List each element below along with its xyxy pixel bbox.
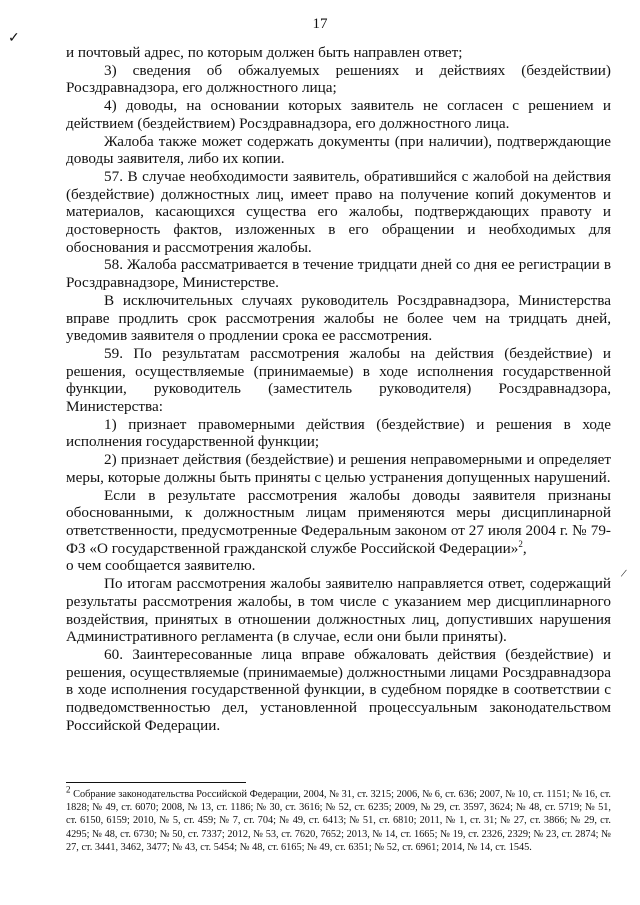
paragraph: 3) сведения об обжалуемых решениях и действиях (бездействии) Росздравнадзора, его должностного лица;	[66, 61, 611, 97]
body-text	[66, 44, 611, 734]
paragraph: 60. Заинтересованные лица вправе обжаловать действия (бездействие) и решения, осуществляемые (принимаемые) должностными лицами Росздравнадзора в ходе исполнения государственной функции, в судебном порядке в соответствии с подведомственностью дел, установленной процессуальным законодательством Российской Федерации.	[66, 645, 611, 734]
paragraph: 57. В случае необходимости заявитель, обратившийся с жалобой на действия (бездействие) должностных лиц, имеет право на получение копий документов и материалов, касающихся существа его жалобы, подтверждающих правоту и достоверность фактов, изложенных в его обращении и необходимых для обоснования и рассмотрения жалобы.	[66, 167, 611, 256]
paragraph: Жалоба также может содержать документы (при наличии), подтверждающие доводы заявителя, либо их копии.	[66, 132, 611, 168]
paragraph: и почтовый адрес, по которым должен быть направлен ответ;	[66, 44, 463, 61]
page-number: 17	[312, 16, 328, 32]
paragraph-text: Если в результате рассмотрения жалобы доводы заявителя признаны обоснованными, к должностным лицам применяются меры дисциплинарной ответственности, предусмотренные Федеральным законом от 27 июля 2004 г. № 79-ФЗ «О государственной гражданской службе Российской Федерации»	[66, 486, 611, 557]
paragraph: о чем сообщается заявителю.	[66, 557, 256, 575]
paragraph: В исключительных случаях руководитель Росздравнадзора, Министерства вправе продлить срок рассмотрения жалобы не более чем на тридцать дней, уведомив заявителя о продлении срока ее рассмотрения.	[66, 291, 611, 345]
paragraph-with-footnote: Если в результате рассмотрения жалобы доводы заявителя признаны обоснованными, к должностным лицам применяются меры дисциплинарной ответственности, предусмотренные Федеральным законом от 27 июля 2004 г. № 79-ФЗ «О государственной гражданской службе Российской Федерации»$^2$,	[66, 486, 611, 557]
margin-mark: /	[619, 565, 628, 581]
paragraph: 4) доводы, на основании которых заявитель не согласен с решением и действием (бездействием) Росздравнадзора, его должностного лица.	[66, 97, 611, 132]
paragraph: По итогам рассмотрения жалобы заявителю направляется ответ, содержащий результаты рассмотрения жалобы, в том числе с указанием мер дисциплинарного воздействия, принятых в отношении должностных лиц, допустивших нарушения Административного регламента (в случае, если они были приняты).	[66, 575, 611, 646]
paragraph: 58. Жалоба рассматривается в течение тридцати дней со дня ее регистрации в Росздравнадзоре, Министерстве.	[66, 256, 611, 292]
footnote-divider	[66, 782, 246, 783]
margin-mark: ✓	[8, 31, 20, 46]
paragraph: 2) признает действия (бездействие) и решения неправомерными и определяет меры, которые должны быть приняты с целью устранения допущенных нарушений.	[66, 451, 611, 486]
paragraph: 1) признает правомерными действия (бездействие) и решения в ходе исполнения государственной функции;	[66, 415, 611, 451]
footnote-reference[interactable]: 2	[518, 538, 523, 549]
footnote-text: Собрание законодательства Российской Федерации, 2004, № 31, ст. 3215; 2006, № 6, ст. 636; 2007, № 10, ст. 1151; № 16, ст. 1828; № 49, ст. 6070; 2008, № 13, ст. 1186; № 30, ст. 3616; № 52, ст. 6235; 2009, № 29, ст. 3597, 3624; № 48, ст. 5719; № 51, ст. 6150, 6159; 2010, № 5, ст. 459; № 7, ст. 704; № 49, ст. 6413; № 51, ст. 6810; 2011, № 1, ст. 31; № 27, ст. 3866; № 29, ст. 4295; № 48, ст. 6730; № 50, ст. 7337; 2012, № 53, ст. 7620, 7652; 2013, № 14, ст. 1665; № 19, ст. 2326, 2329; № 23, ст. 2874; № 27, ст. 3441, 3462, 3477; № 43, ст. 5454; № 48, ст. 6165; № 49, ст. 6351; № 52, ст. 6961; 2014, № 14, ст. 1545.	[66, 789, 611, 853]
footnote	[66, 784, 611, 854]
paragraph: 59. По результатам рассмотрения жалобы на действия (бездействие) и решения, осуществляемые (принимаемые) в ходе исполнения государственной функции, руководитель (заместитель руководителя) Росздравнадзора, Министерства:	[66, 344, 611, 416]
footnote-number: 2	[66, 784, 71, 795]
